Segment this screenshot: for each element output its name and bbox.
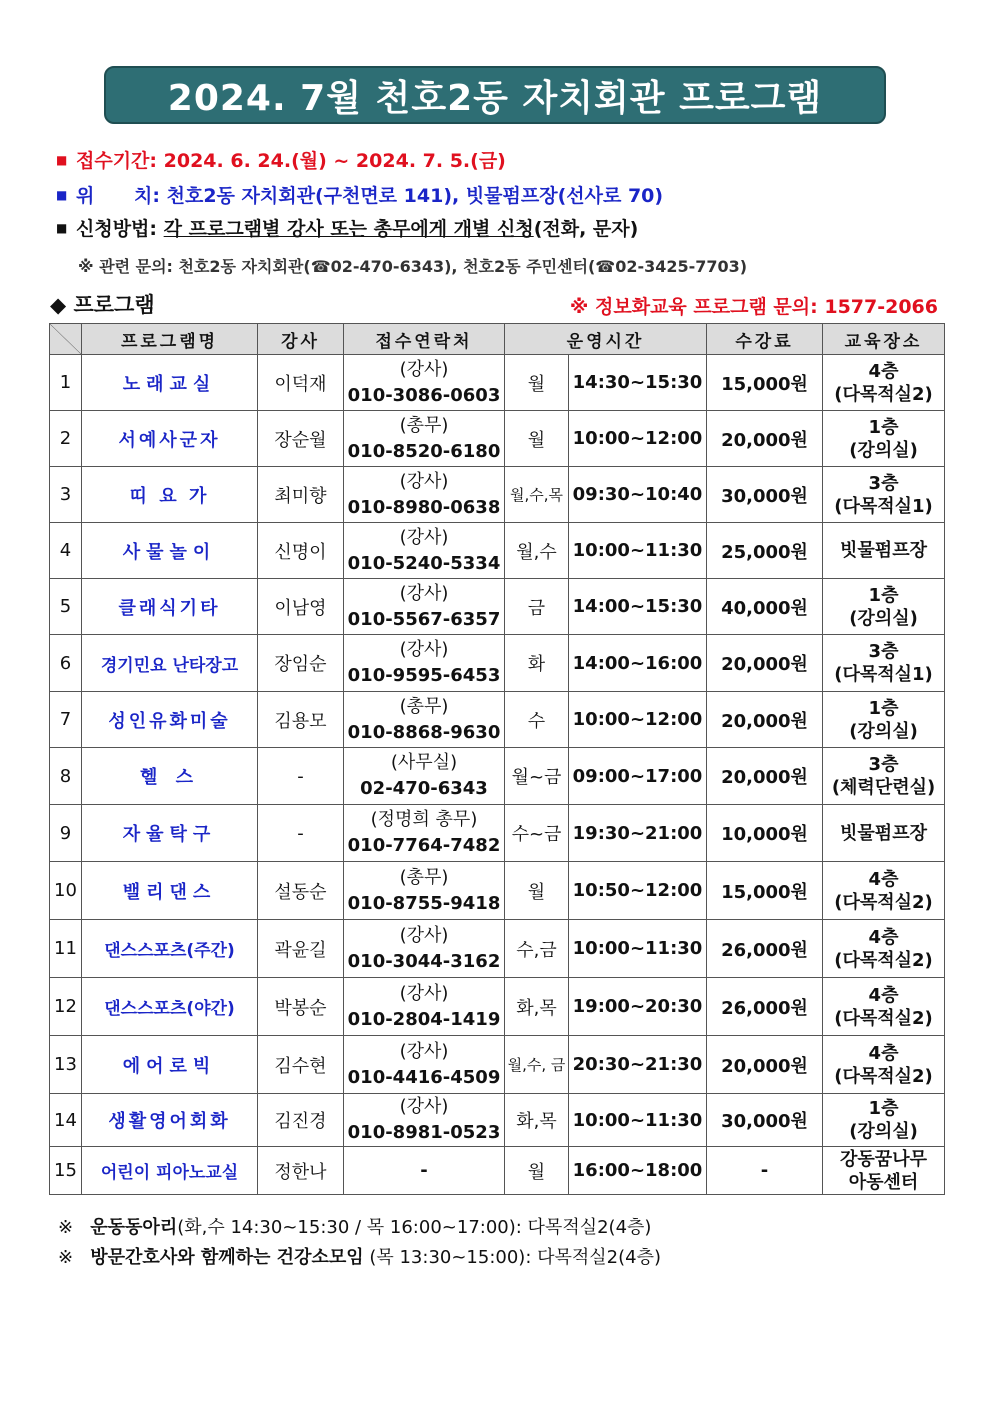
contact-phone: 010-8520-6180 bbox=[347, 440, 501, 462]
contact-role: (총무) bbox=[399, 866, 449, 888]
row-number: 5 bbox=[50, 579, 82, 635]
place-cell bbox=[823, 523, 945, 579]
tuition-fee: 20,000원 bbox=[707, 1036, 823, 1094]
program-name: 밸리댄스 bbox=[82, 862, 258, 920]
contact-role: (강사) bbox=[399, 1096, 449, 1117]
class-time: 10:00~12:00 bbox=[569, 692, 707, 748]
table-row bbox=[50, 978, 945, 1036]
teacher-name: - bbox=[258, 805, 344, 862]
row-number: 13 bbox=[50, 1036, 82, 1094]
table-row bbox=[50, 920, 945, 978]
contact-cell bbox=[344, 1094, 505, 1147]
contact-phone: - bbox=[420, 1159, 428, 1181]
place-floor: 4층 bbox=[868, 1042, 899, 1064]
contact-phone: 010-2804-1419 bbox=[347, 1008, 501, 1030]
day-of-week: 월 bbox=[505, 411, 569, 467]
tuition-fee: 10,000원 bbox=[707, 805, 823, 862]
day-of-week: 화,목 bbox=[505, 978, 569, 1036]
day-of-week: 수 bbox=[505, 692, 569, 748]
table-row bbox=[50, 355, 945, 411]
contact-cell bbox=[344, 692, 505, 748]
row-number: 3 bbox=[50, 467, 82, 523]
place-floor: 3층 bbox=[868, 641, 899, 662]
tuition-fee: 20,000원 bbox=[707, 748, 823, 805]
place-room: (다목적실2) bbox=[834, 383, 933, 405]
tuition-fee: 30,000원 bbox=[707, 1094, 823, 1147]
class-time: 14:30~15:30 bbox=[569, 355, 707, 411]
place-floor: 4층 bbox=[868, 926, 899, 948]
program-name: 댄스스포츠(주간) bbox=[82, 920, 258, 978]
header-program: 프로그램명 bbox=[82, 324, 258, 355]
day-of-week: 월~금 bbox=[505, 748, 569, 805]
title-banner bbox=[104, 66, 886, 124]
tuition-fee: 15,000원 bbox=[707, 862, 823, 920]
place-room: (강의실) bbox=[849, 607, 918, 629]
period-label: 접수기간: bbox=[76, 150, 158, 172]
table-row bbox=[50, 805, 945, 862]
place-cell bbox=[823, 920, 945, 978]
contact-cell bbox=[344, 978, 505, 1036]
contact-role: (총무) bbox=[399, 695, 449, 717]
contact-phone: 010-8980-0638 bbox=[347, 496, 501, 518]
place-room: (강의실) bbox=[849, 720, 918, 742]
black-square-bullet-icon: ■ bbox=[56, 221, 68, 235]
program-name: 클래식기타 bbox=[82, 579, 258, 635]
place-cell bbox=[823, 692, 945, 748]
place-cell bbox=[823, 635, 945, 692]
corner-cell bbox=[50, 324, 82, 355]
place-room: (강의실) bbox=[849, 1121, 918, 1142]
contact-role: (사무실) bbox=[390, 752, 458, 773]
footnote-mark: ※ bbox=[58, 1247, 74, 1268]
method-line bbox=[56, 214, 638, 241]
row-number: 14 bbox=[50, 1094, 82, 1147]
table-row bbox=[50, 1094, 945, 1147]
place-floor: 1층 bbox=[868, 697, 899, 719]
contact-phone: 010-7764-7482 bbox=[347, 835, 501, 856]
row-number: 2 bbox=[50, 411, 82, 467]
class-time: 10:00~12:00 bbox=[569, 411, 707, 467]
contact-cell bbox=[344, 1147, 505, 1195]
period-value: 2024. 6. 24.(월) ~ 2024. 7. 5.(금) bbox=[163, 150, 506, 172]
row-number: 7 bbox=[50, 692, 82, 748]
table-row bbox=[50, 1147, 945, 1195]
teacher-name: 곽윤길 bbox=[258, 920, 344, 978]
tuition-fee: 26,000원 bbox=[707, 920, 823, 978]
class-time: 09:00~17:00 bbox=[569, 748, 707, 805]
teacher-name: 정한나 bbox=[258, 1147, 344, 1195]
location-value: 천호2동 자치회관(구천면로 141), 빗물펌프장(선사로 70) bbox=[166, 185, 664, 207]
teacher-name: 이남영 bbox=[258, 579, 344, 635]
place-cell bbox=[823, 467, 945, 523]
place-floor: 1층 bbox=[868, 416, 899, 438]
program-name: 생활영어회화 bbox=[82, 1094, 258, 1147]
table-row bbox=[50, 635, 945, 692]
tuition-fee: 15,000원 bbox=[707, 355, 823, 411]
row-number: 8 bbox=[50, 748, 82, 805]
contact-role: (강사) bbox=[399, 582, 449, 604]
contact-phone: 010-5567-6357 bbox=[347, 608, 501, 630]
footnote-mark: ※ bbox=[58, 1217, 74, 1238]
class-time: 10:00~11:30 bbox=[569, 920, 707, 978]
contact-cell bbox=[344, 635, 505, 692]
contact-cell bbox=[344, 920, 505, 978]
contact-phone: 010-9595-6453 bbox=[347, 665, 501, 686]
contact-role: (강사) bbox=[399, 358, 449, 380]
place-cell bbox=[823, 411, 945, 467]
program-name: 에어로빅 bbox=[82, 1036, 258, 1094]
contact-phone: 010-4416-4509 bbox=[347, 1066, 501, 1088]
place-floor: 1층 bbox=[868, 1098, 899, 1119]
teacher-name: 김수현 bbox=[258, 1036, 344, 1094]
place-floor: 4층 bbox=[868, 984, 899, 1006]
place-floor: 강동꿈나무 bbox=[840, 1148, 927, 1170]
place-room: (체력단련실) bbox=[831, 777, 936, 798]
page-title: 2024. 7월 천호2동 자치회관 프로그램 bbox=[167, 77, 823, 119]
program-name: 성인유화미술 bbox=[82, 692, 258, 748]
footnote-text: (화,수 14:30~15:30 / 목 16:00~17:00): 다목적실2(4층) bbox=[177, 1217, 652, 1238]
row-number: 12 bbox=[50, 978, 82, 1036]
day-of-week: 월,수,목 bbox=[505, 467, 569, 523]
header-fee: 수강료 bbox=[707, 324, 823, 355]
day-of-week: 월 bbox=[505, 355, 569, 411]
contact-phone: 010-8868-9630 bbox=[347, 721, 501, 743]
table-row bbox=[50, 862, 945, 920]
program-table bbox=[49, 323, 945, 1195]
teacher-name: 장임순 bbox=[258, 635, 344, 692]
program-name: 어린이 피아노교실 bbox=[82, 1147, 258, 1195]
teacher-name: 이덕재 bbox=[258, 355, 344, 411]
contact-cell bbox=[344, 355, 505, 411]
place-cell bbox=[823, 1147, 945, 1195]
method-tail: (전화, 문자) bbox=[533, 218, 639, 240]
place-room: (다목적실2) bbox=[834, 949, 933, 971]
table-row bbox=[50, 579, 945, 635]
contact-role: (강사) bbox=[399, 924, 449, 946]
table-row bbox=[50, 411, 945, 467]
program-name: 사물놀이 bbox=[82, 523, 258, 579]
footnote-text: (목 13:30~15:00): 다목적실2(4층) bbox=[363, 1247, 662, 1268]
contact-role: (강사) bbox=[399, 639, 449, 660]
contact-cell bbox=[344, 1036, 505, 1094]
tuition-fee: 30,000원 bbox=[707, 467, 823, 523]
place-room: (다목적실2) bbox=[834, 1007, 933, 1029]
teacher-name: 장순월 bbox=[258, 411, 344, 467]
header-contact: 접수연락처 bbox=[344, 324, 505, 355]
contact-cell bbox=[344, 579, 505, 635]
place-floor: 빗물펌프장 bbox=[840, 822, 927, 844]
class-time: 14:00~16:00 bbox=[569, 635, 707, 692]
class-time: 20:30~21:30 bbox=[569, 1036, 707, 1094]
day-of-week: 월,수, 금 bbox=[505, 1036, 569, 1094]
contact-cell bbox=[344, 411, 505, 467]
teacher-name: 박봉순 bbox=[258, 978, 344, 1036]
program-name: 노래교실 bbox=[82, 355, 258, 411]
program-name: 경기민요 난타장고 bbox=[82, 635, 258, 692]
table-row bbox=[50, 467, 945, 523]
class-time: 10:00~11:30 bbox=[569, 1094, 707, 1147]
contact-role: (강사) bbox=[399, 1040, 449, 1062]
day-of-week: 월,수 bbox=[505, 523, 569, 579]
teacher-name: - bbox=[258, 748, 344, 805]
contact-phone: 02-470-6343 bbox=[360, 778, 488, 799]
contact-phone: 010-5240-5334 bbox=[347, 552, 501, 574]
day-of-week: 수,금 bbox=[505, 920, 569, 978]
contact-phone: 010-8755-9418 bbox=[347, 892, 501, 914]
place-cell bbox=[823, 1094, 945, 1147]
day-of-week: 금 bbox=[505, 579, 569, 635]
place-room: (다목적실1) bbox=[834, 664, 933, 685]
teacher-name: 최미향 bbox=[258, 467, 344, 523]
class-time: 09:30~10:40 bbox=[569, 467, 707, 523]
contact-phone: 010-3044-3162 bbox=[347, 950, 501, 972]
program-name: 서예사군자 bbox=[82, 411, 258, 467]
contact-cell bbox=[344, 467, 505, 523]
place-room: 아동센터 bbox=[848, 1171, 919, 1193]
blue-square-bullet-icon: ■ bbox=[56, 188, 68, 202]
place-floor: 4층 bbox=[868, 868, 899, 890]
row-number: 11 bbox=[50, 920, 82, 978]
contact-cell bbox=[344, 523, 505, 579]
place-cell bbox=[823, 579, 945, 635]
program-name: 띠 요 가 bbox=[82, 467, 258, 523]
class-time: 16:00~18:00 bbox=[569, 1147, 707, 1195]
class-time: 10:00~11:30 bbox=[569, 523, 707, 579]
contact-role: (강사) bbox=[399, 526, 449, 548]
contact-cell bbox=[344, 805, 505, 862]
place-floor: 3층 bbox=[868, 754, 899, 775]
header-place: 교육장소 bbox=[823, 324, 945, 355]
footnote-2 bbox=[58, 1243, 661, 1269]
place-room: (강의실) bbox=[849, 439, 918, 461]
tuition-fee: 25,000원 bbox=[707, 523, 823, 579]
class-time: 10:50~12:00 bbox=[569, 862, 707, 920]
table-row bbox=[50, 523, 945, 579]
day-of-week: 월 bbox=[505, 1147, 569, 1195]
footnote-1 bbox=[58, 1213, 651, 1239]
place-cell bbox=[823, 978, 945, 1036]
info-edu-note: ※ 정보화교육 프로그램 문의: 1577-2066 bbox=[569, 296, 938, 318]
tuition-fee: 26,000원 bbox=[707, 978, 823, 1036]
contact-phone: 010-3086-0603 bbox=[347, 384, 501, 406]
contact-cell bbox=[344, 862, 505, 920]
row-number: 9 bbox=[50, 805, 82, 862]
teacher-name: 설동순 bbox=[258, 862, 344, 920]
teacher-name: 김용모 bbox=[258, 692, 344, 748]
table-header-row bbox=[50, 324, 945, 355]
table-row bbox=[50, 692, 945, 748]
place-cell bbox=[823, 355, 945, 411]
teacher-name: 김진경 bbox=[258, 1094, 344, 1147]
contact-cell bbox=[344, 748, 505, 805]
place-floor: 3층 bbox=[868, 472, 899, 494]
row-number: 6 bbox=[50, 635, 82, 692]
place-room: (다목적실2) bbox=[834, 1065, 933, 1087]
place-cell bbox=[823, 1036, 945, 1094]
place-floor: 1층 bbox=[868, 584, 899, 606]
program-name: 댄스스포츠(야간) bbox=[82, 978, 258, 1036]
method-label: 신청방법: bbox=[76, 218, 158, 240]
place-room: (다목적실1) bbox=[834, 495, 933, 517]
header-teacher: 강사 bbox=[258, 324, 344, 355]
tuition-fee: 20,000원 bbox=[707, 692, 823, 748]
place-room: (다목적실2) bbox=[834, 891, 933, 913]
header-time: 운영시간 bbox=[505, 324, 707, 355]
row-number: 1 bbox=[50, 355, 82, 411]
place-cell bbox=[823, 805, 945, 862]
place-floor: 4층 bbox=[868, 360, 899, 382]
class-time: 19:00~20:30 bbox=[569, 978, 707, 1036]
tuition-fee: 20,000원 bbox=[707, 635, 823, 692]
table-row bbox=[50, 748, 945, 805]
contact-role: (총무) bbox=[399, 414, 449, 436]
class-time: 19:30~21:00 bbox=[569, 805, 707, 862]
day-of-week: 화,목 bbox=[505, 1094, 569, 1147]
tuition-fee: 40,000원 bbox=[707, 579, 823, 635]
tuition-fee: - bbox=[707, 1147, 823, 1195]
inquiry-line: ※ 관련 문의: 천호2동 자치회관(☎02-470-6343), 천호2동 주민센터(☎02-3425-7703) bbox=[78, 257, 748, 276]
tuition-fee: 20,000원 bbox=[707, 411, 823, 467]
place-floor: 빗물펌프장 bbox=[840, 540, 927, 561]
program-name: 자율탁구 bbox=[82, 805, 258, 862]
period-line bbox=[56, 146, 506, 173]
program-heading: ◆ 프로그램 bbox=[50, 293, 155, 317]
table-row bbox=[50, 1036, 945, 1094]
place-cell bbox=[823, 748, 945, 805]
row-number: 10 bbox=[50, 862, 82, 920]
day-of-week: 수~금 bbox=[505, 805, 569, 862]
method-value: 각 프로그램별 강사 또는 총무에게 개별 신청 bbox=[163, 218, 534, 240]
contact-role: (강사) bbox=[399, 982, 449, 1004]
class-time: 14:00~15:30 bbox=[569, 579, 707, 635]
location-line bbox=[56, 181, 663, 208]
place-cell bbox=[823, 862, 945, 920]
contact-role: (정명희 총무) bbox=[370, 809, 478, 830]
program-name: 헬 스 bbox=[82, 748, 258, 805]
teacher-name: 신명이 bbox=[258, 523, 344, 579]
row-number: 15 bbox=[50, 1147, 82, 1195]
contact-role: (강사) bbox=[399, 470, 449, 492]
day-of-week: 화 bbox=[505, 635, 569, 692]
contact-phone: 010-8981-0523 bbox=[347, 1122, 501, 1143]
row-number: 4 bbox=[50, 523, 82, 579]
footnote-title: 방문간호사와 함께하는 건강소모임 bbox=[90, 1247, 364, 1268]
footnote-title: 운동동아리 bbox=[90, 1217, 178, 1238]
day-of-week: 월 bbox=[505, 862, 569, 920]
red-square-bullet-icon: ■ bbox=[56, 153, 68, 167]
location-label: 위 치: bbox=[76, 185, 160, 207]
